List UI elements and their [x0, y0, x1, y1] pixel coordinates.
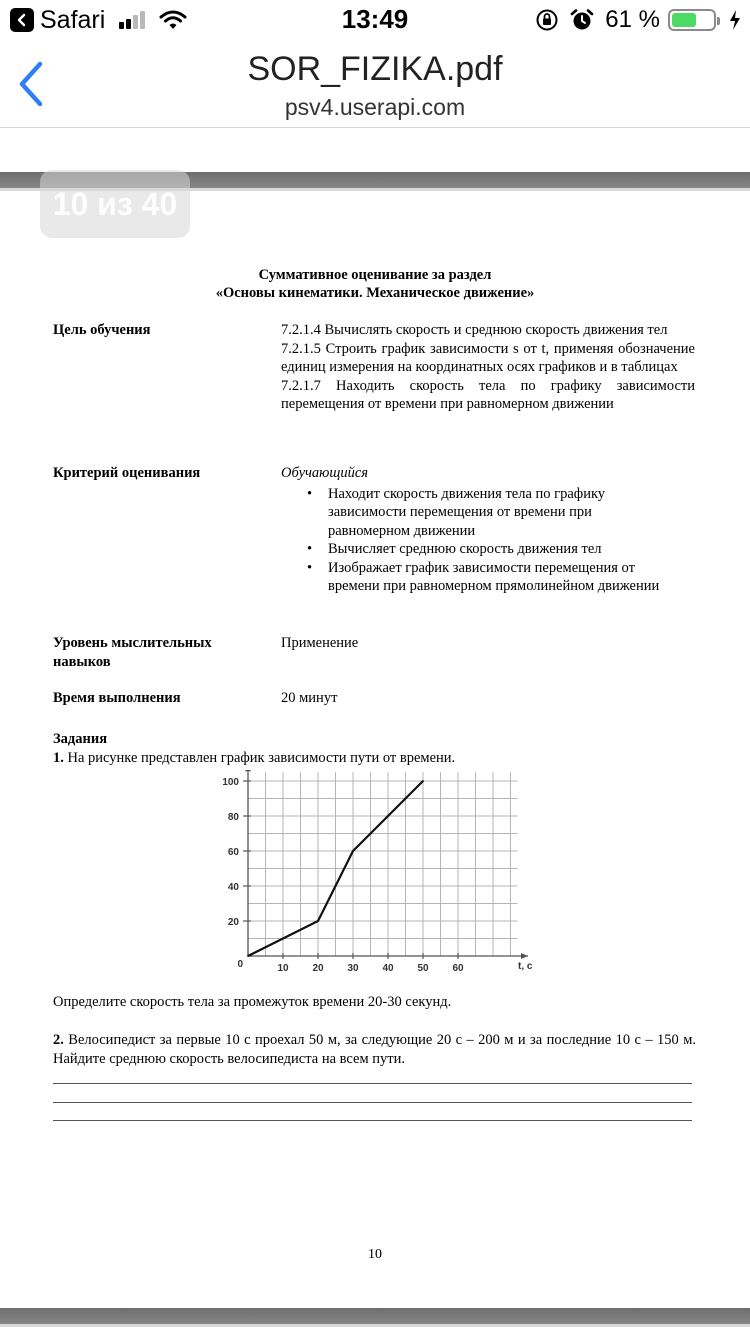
assessment-title-line2: «Основы кинематики. Механическое движение» [215, 285, 535, 301]
x-tick-label: 30 [347, 963, 359, 974]
tasks-heading: Задания [53, 731, 108, 747]
duration-value: 20 минут [281, 690, 338, 706]
y-tick-label: 40 [227, 882, 239, 893]
goal-item: 7.2.1.4 Вычислять скорость и среднюю скорость движения тел [281, 322, 668, 338]
task2-statement: Велосипедист за первые 10 с проехал 50 м, за следующие 20 с – 200 м и за последние 10 с – 150 м. Найдите среднюю скорость велосипедиста на всем пути. [53, 1032, 697, 1067]
y-tick-label: 80 [227, 812, 239, 823]
task1-number: 1. [53, 750, 64, 766]
alarm-icon [569, 8, 595, 32]
task1-statement: На рисунке представлен график зависимости пути от времени. [67, 750, 456, 766]
assessment-title [0, 266, 750, 302]
thinking-level-label: Уровень мыслительных навыков [53, 635, 212, 670]
task1-question: Определите скорость тела за промежуток времени 20-30 секунд. [53, 994, 452, 1010]
y-axis-arrow [245, 770, 251, 771]
goal-item: 7.2.1.7 Находить скорость тела по графику зависимости перемещения от времени при равномерном движении [281, 377, 695, 412]
back-to-app-label[interactable]: Safari [40, 5, 106, 34]
status-time: 13:49 [341, 4, 409, 34]
status-bar [0, 0, 750, 40]
x-tick-label: 40 [382, 963, 394, 974]
goal-label: Цель обучения [53, 322, 151, 338]
page-indicator: 10 из 40 [40, 170, 190, 238]
chart-labels [222, 770, 533, 974]
data-point [422, 780, 424, 782]
data-point [317, 920, 319, 922]
charging-bolt-icon [728, 9, 742, 31]
data-point [352, 850, 354, 852]
goal-item: 7.2.1.5 Строить график зависимости s от t, применяя обозначение единиц измерения на координатных осях графиков и в таблицах [281, 340, 695, 375]
document-title: SOR_FIZIKA.pdf [247, 50, 503, 88]
x-tick-label: 20 [312, 963, 324, 974]
data-point [387, 815, 389, 817]
assessment-title-line1: Суммативное оценивание за раздел [258, 267, 492, 283]
origin-label: 0 [237, 959, 243, 970]
task2-text [53, 1031, 696, 1068]
data-point [247, 955, 249, 957]
orientation-lock-icon [535, 8, 559, 32]
criteria-block [281, 464, 695, 596]
answer-line[interactable] [53, 1083, 692, 1084]
thinking-level-value: Применение [281, 635, 359, 651]
document-source-domain: psv4.userapi.com [284, 94, 466, 120]
x-tick-label: 10 [277, 963, 289, 974]
duration-label: Время выполнения [53, 690, 181, 706]
task2-number: 2. [53, 1032, 64, 1048]
battery-percent: 61 % [605, 6, 660, 33]
y-tick-label: 60 [227, 847, 239, 858]
battery-icon [668, 9, 716, 31]
answer-line[interactable] [53, 1102, 692, 1103]
page-separator-bottom [0, 1308, 750, 1324]
battery-level-fill [672, 13, 696, 27]
y-tick-label: 100 [222, 777, 239, 788]
criteria-label: Критерий оценивания [53, 465, 201, 481]
goal-list [281, 321, 695, 414]
distance-time-chart [205, 770, 535, 975]
answer-line[interactable] [53, 1120, 692, 1121]
criteria-item: • Вычисляет среднюю скорость движения тел [281, 540, 671, 559]
x-axis-arrow [521, 953, 528, 959]
y-tick-label: 20 [227, 917, 239, 928]
task1-text [53, 749, 455, 768]
document-header [0, 40, 750, 128]
criteria-item: • Изображает график зависимости перемещения от времени при равномерном прямолинейном движении [281, 559, 671, 596]
x-tick-label: 60 [452, 963, 464, 974]
chart-grid [248, 772, 518, 956]
page-number: 10 [368, 1247, 382, 1262]
criteria-item: • Находит скорость движения тела по графику зависимости перемещения от времени при равномерном движении [281, 485, 671, 541]
x-tick-label: 50 [417, 963, 429, 974]
criteria-intro: Обучающийся [281, 465, 369, 481]
x-axis-label: t, c [518, 961, 533, 972]
chart-ticks [243, 781, 458, 959]
